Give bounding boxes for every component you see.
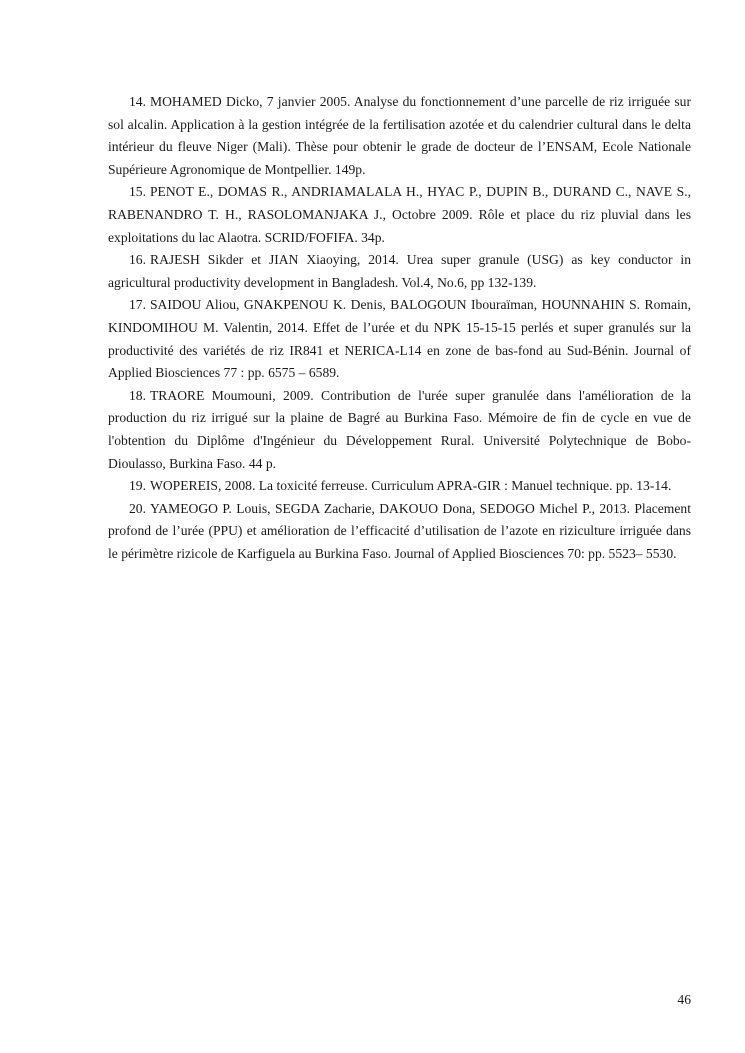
reference-text: RAJESH Sikder et JIAN Xiaoying, 2014. Urea super granule (USG) as key conductor in agricultural productivity development in Bangladesh. Vol.4, No.6, pp 132-139. bbox=[108, 252, 691, 290]
reference-item bbox=[108, 249, 691, 294]
reference-number: 17. bbox=[129, 297, 146, 313]
reference-item bbox=[108, 498, 691, 566]
reference-number: 15. bbox=[129, 184, 146, 200]
reference-text: WOPEREIS, 2008. La toxicité ferreuse. Curriculum APRA-GIR : Manuel technique. pp. 13-14. bbox=[150, 478, 672, 494]
reference-text: PENOT E., DOMAS R., ANDRIAMALALA H., HYAC P., DUPIN B., DURAND C., NAVE S., RABENANDRO T. H., RASOLOMANJAKA J., Octobre 2009. Rôle et place du riz pluvial dans les exploitations du lac Alaotra. SCRID/FOFIFA. 34p. bbox=[108, 184, 691, 245]
reference-text: TRAORE Moumouni, 2009. Contribution de l'urée super granulée dans l'amélioration de la production du riz irrigué sur la plaine de Bagré au Burkina Faso. Mémoire de fin de cycle en vue de l'obtention du Diplôme d'Ingénieur du Développement Rural. Université Polytechnique de Bobo-Dioulasso, Burkina Faso. 44 p. bbox=[108, 387, 691, 471]
page-number: 46 bbox=[677, 992, 691, 1007]
reference-list bbox=[108, 91, 691, 565]
reference-item bbox=[108, 475, 691, 498]
reference-text: MOHAMED Dicko, 7 janvier 2005. Analyse du fonctionnement d’une parcelle de riz irriguée sur sol alcalin. Application à la gestion intégrée de la fertilisation azotée et du calendrier cultural dans le delta intérieur du fleuve Niger (Mali). Thèse pour obtenir le grade de docteur de l’ENSAM, Ecole Nationale Supérieure Agronomique de Montpellier. 149p. bbox=[108, 94, 691, 177]
reference-number: 20. bbox=[129, 500, 146, 516]
reference-number: 16. bbox=[129, 252, 146, 268]
reference-item bbox=[108, 294, 691, 384]
reference-item bbox=[108, 385, 691, 475]
reference-number: 14. bbox=[129, 94, 146, 109]
reference-number: 18. bbox=[129, 387, 146, 403]
reference-text: YAMEOGO P. Louis, SEGDA Zacharie, DAKOUO Dona, SEDOGO Michel P., 2013. Placement profond de l’urée (PPU) et amélioration de l’efficacité d’utilisation de l’azote en riziculture irriguée dans le périmètre rizicole de Karfiguela au Burkina Faso. Journal of Applied Biosciences 70: pp. 5523– 5530. bbox=[108, 500, 691, 561]
reference-item bbox=[108, 91, 691, 181]
reference-item bbox=[108, 181, 691, 249]
reference-number: 19. bbox=[129, 478, 146, 494]
reference-text: SAIDOU Aliou, GNAKPENOU K. Denis, BALOGOUN Ibouraïman, HOUNNAHIN S. Romain, KINDOMIHOU M. Valentin, 2014. Effet de l’urée et du NPK 15-15-15 perlés et super granulés sur la productivité des variétés de riz IR841 et NERICA-L14 en zone de bas-fond au Sud-Bénin. Journal of Applied Biosciences 77 : pp. 6575 – 6589. bbox=[108, 297, 691, 381]
